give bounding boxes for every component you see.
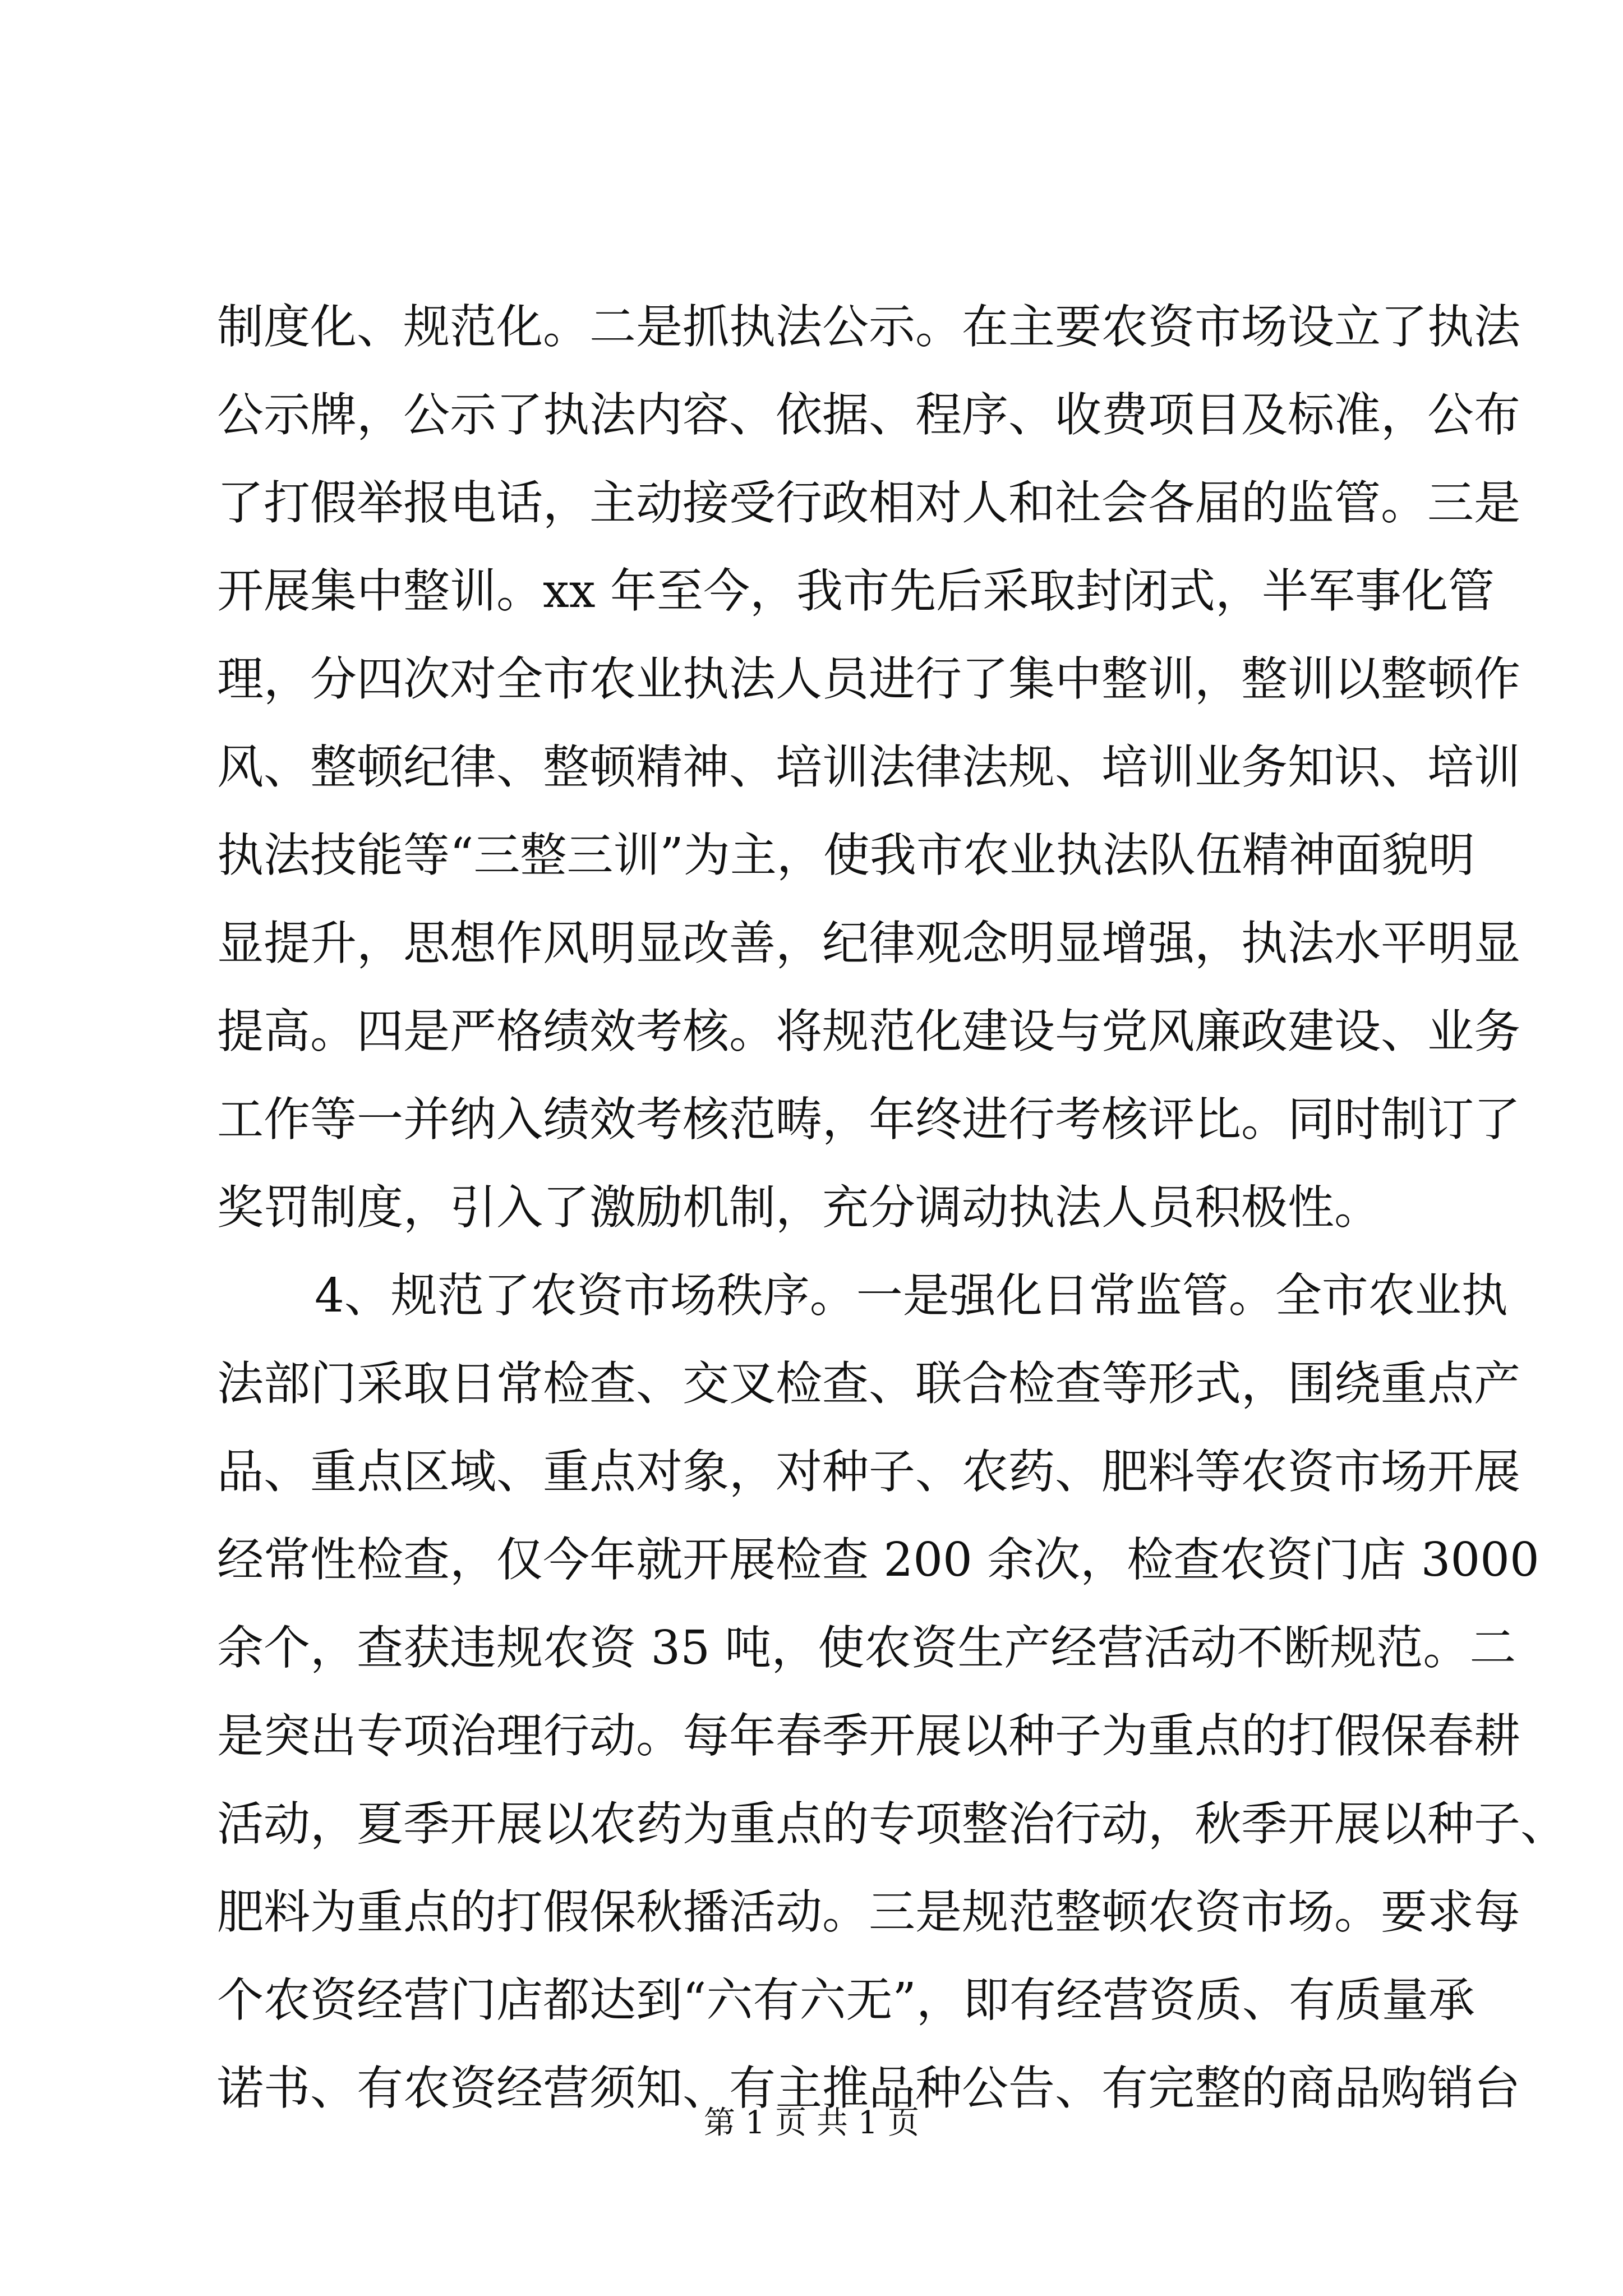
text-line: 是突出专项治理行动。每年春季开展以种子为重点的打假保春耕 <box>217 1709 1520 1763</box>
text-line: 诺书、有农资经营须知、有主推品种公告、有完整的商品购销台 <box>217 2061 1520 2115</box>
text-line: 个农资经营门店都达到“六有六无”，即有经营资质、有质量承 <box>217 1973 1475 2027</box>
text-line: 开展集中整训。xx 年至今，我市先后采取封闭式，半军事化管 <box>217 564 1495 618</box>
text-line: 法部门采取日常检查、交叉检查、联合检查等形式，围绕重点产 <box>217 1356 1520 1411</box>
text-line: 执法技能等“三整三训”为主，使我市农业执法队伍精神面貌明 <box>217 828 1475 882</box>
text-line: 公示牌，公示了执法内容、依据、程序、收费项目及标准，公布 <box>217 388 1520 442</box>
text-line: 显提升，思想作风明显改善，纪律观念明显增强，执法水平明显 <box>217 916 1520 970</box>
paragraph-start-line: 4、规范了农资市场秩序。一是强化日常监管。全市农业执 <box>315 1268 1508 1323</box>
text-line: 余个，查获违规农资 35 吨，使农资生产经营活动不断规范。二 <box>217 1621 1516 1675</box>
document-body <box>217 283 1567 2132</box>
text-line: 肥料为重点的打假保秋播活动。三是规范整顿农资市场。要求每 <box>217 1885 1520 1939</box>
text-line: 风、整顿纪律、整顿精神、培训法律法规、培训业务知识、培训 <box>217 740 1520 794</box>
page-footer <box>0 2101 1623 2146</box>
text-line: 理，分四次对全市农业执法人员进行了集中整训，整训以整顿作 <box>217 652 1520 706</box>
text-line: 活动，夏季开展以农药为重点的专项整治行动，秋季开展以种子、 <box>217 1797 1567 1851</box>
text-line: 制度化、规范化。二是抓执法公示。在主要农资市场设立了执法 <box>217 300 1520 354</box>
page-number: 第 1 页 共 1 页 <box>703 2105 920 2141</box>
text-line: 提高。四是严格绩效考核。将规范化建设与党风廉政建设、业务 <box>217 1004 1520 1059</box>
text-line: 了打假举报电话，主动接受行政相对人和社会各届的监管。三是 <box>217 476 1520 530</box>
text-line: 工作等一并纳入绩效考核范畴，年终进行考核评比。同时制订了 <box>217 1092 1520 1147</box>
text-line: 经常性检查，仅今年就开展检查 200 余次，检查农资门店 3000 <box>217 1533 1539 1587</box>
text-line: 品、重点区域、重点对象，对种子、农药、肥料等农资市场开展 <box>217 1444 1520 1499</box>
text-line: 奖罚制度，引入了激励机制，充分调动执法人员积极性。 <box>217 1180 1381 1235</box>
